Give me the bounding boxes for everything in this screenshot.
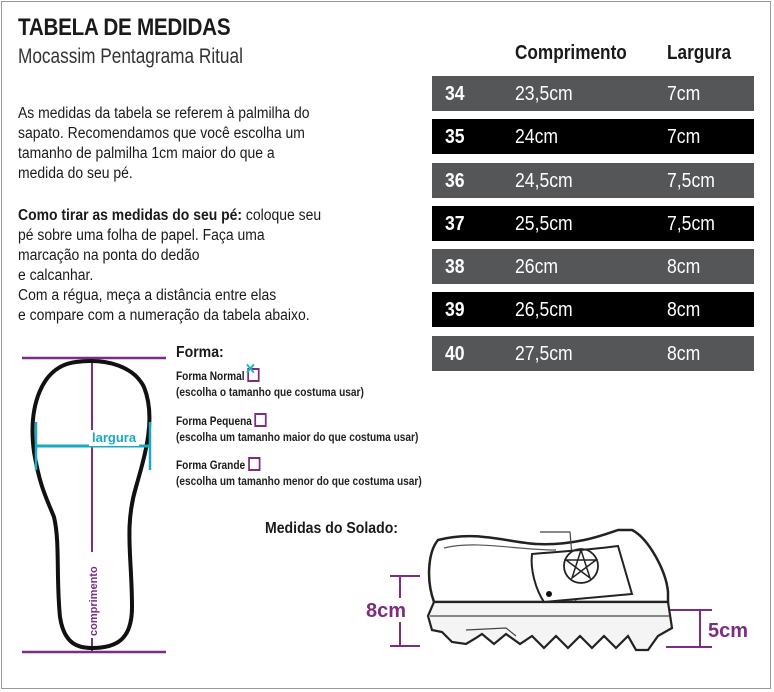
text-line: As medidas da tabela se referem à palmilha do (18, 105, 310, 122)
comprimento-cell: 24cm (515, 126, 559, 149)
checkbox-checked-icon (247, 368, 259, 382)
column-header-comprimento: Comprimento (515, 42, 627, 64)
forma-option-label: Forma Pequena (176, 416, 252, 428)
insole-diagram (16, 352, 166, 662)
largura-cell: 7cm (667, 126, 701, 149)
largura-label: largura (92, 430, 137, 445)
largura-cell: 7,5cm (667, 169, 715, 192)
size-cell: 36 (445, 169, 465, 192)
page-subtitle: Mocassim Pentagrama Ritual (18, 45, 243, 68)
text-line: marcação na ponta do dedão (18, 247, 200, 264)
forma-option-normal (176, 368, 364, 401)
forma-option-label: Forma Normal (176, 371, 245, 383)
text-line: medida do seu pé. (18, 165, 133, 182)
shoe-diagram (356, 520, 756, 665)
comprimento-cell: 23,5cm (515, 83, 573, 105)
comprimento-cell: 26cm (515, 256, 559, 279)
size-cell: 37 (445, 212, 465, 235)
size-cell: 40 (445, 342, 465, 365)
heel-height-label: 8cm (366, 600, 407, 622)
table-row (432, 336, 754, 371)
size-cell: 35 (445, 126, 465, 149)
sole-title: Medidas do Solado: (265, 520, 398, 537)
intro-paragraph (18, 104, 360, 184)
forma-option-grande (176, 457, 422, 490)
forma-title: Forma: (176, 344, 224, 361)
table-row (432, 163, 754, 198)
table-row (432, 292, 754, 327)
forma-option-label: Forma Grande (176, 460, 246, 472)
comprimento-cell: 27,5cm (515, 342, 573, 365)
forma-option-pequena (176, 413, 418, 446)
largura-cell: 8cm (667, 256, 701, 279)
table-row (432, 76, 754, 111)
comprimento-cell: 24,5cm (515, 169, 573, 192)
front-height-label: 5cm (708, 620, 749, 642)
size-cell: 34 (445, 83, 465, 105)
text-line: Com a régua, meça a distância entre elas (18, 287, 277, 304)
largura-cell: 7cm (667, 83, 701, 105)
howto-first-line: coloque seu (242, 207, 322, 224)
forma-option-desc: (escolha o tamanho que costuma usar) (176, 387, 364, 399)
text-line: tamanho de palmilha 1cm maior do que a (18, 145, 275, 162)
forma-option-desc: (escolha um tamanho maior do que costuma usar) (176, 432, 419, 444)
comprimento-label: comprimento (88, 566, 100, 636)
largura-cell: 7,5cm (667, 212, 715, 235)
text-line: e compare com a numeração da tabela abaixo. (18, 307, 310, 324)
page-title: TABELA DE MEDIDAS (18, 14, 231, 41)
largura-cell: 8cm (667, 342, 701, 365)
size-cell: 39 (445, 299, 465, 322)
table-row (432, 119, 754, 154)
checkbox-empty-icon (255, 413, 267, 427)
table-row (432, 249, 754, 284)
checkbox-empty-icon (248, 457, 260, 471)
size-cell: 38 (445, 256, 465, 279)
column-header-largura: Largura (667, 42, 732, 64)
table-row (432, 206, 754, 241)
largura-cell: 8cm (667, 299, 701, 322)
text-line: e calcanhar. (18, 267, 94, 284)
text-line: sapato. Recomendamos que você escolha um (18, 125, 305, 142)
text-line: pé sobre uma folha de papel. Faça uma (18, 227, 265, 244)
size-table (432, 76, 754, 379)
text-line (18, 206, 360, 226)
comprimento-cell: 25,5cm (515, 212, 573, 235)
howto-paragraph (18, 206, 360, 326)
comprimento-cell: 26,5cm (515, 299, 573, 322)
strap-dot-icon (546, 591, 552, 597)
forma-option-desc: (escolha um tamanho menor do que costuma usar) (176, 476, 422, 488)
howto-heading: Como tirar as medidas do seu pé: (18, 207, 243, 224)
